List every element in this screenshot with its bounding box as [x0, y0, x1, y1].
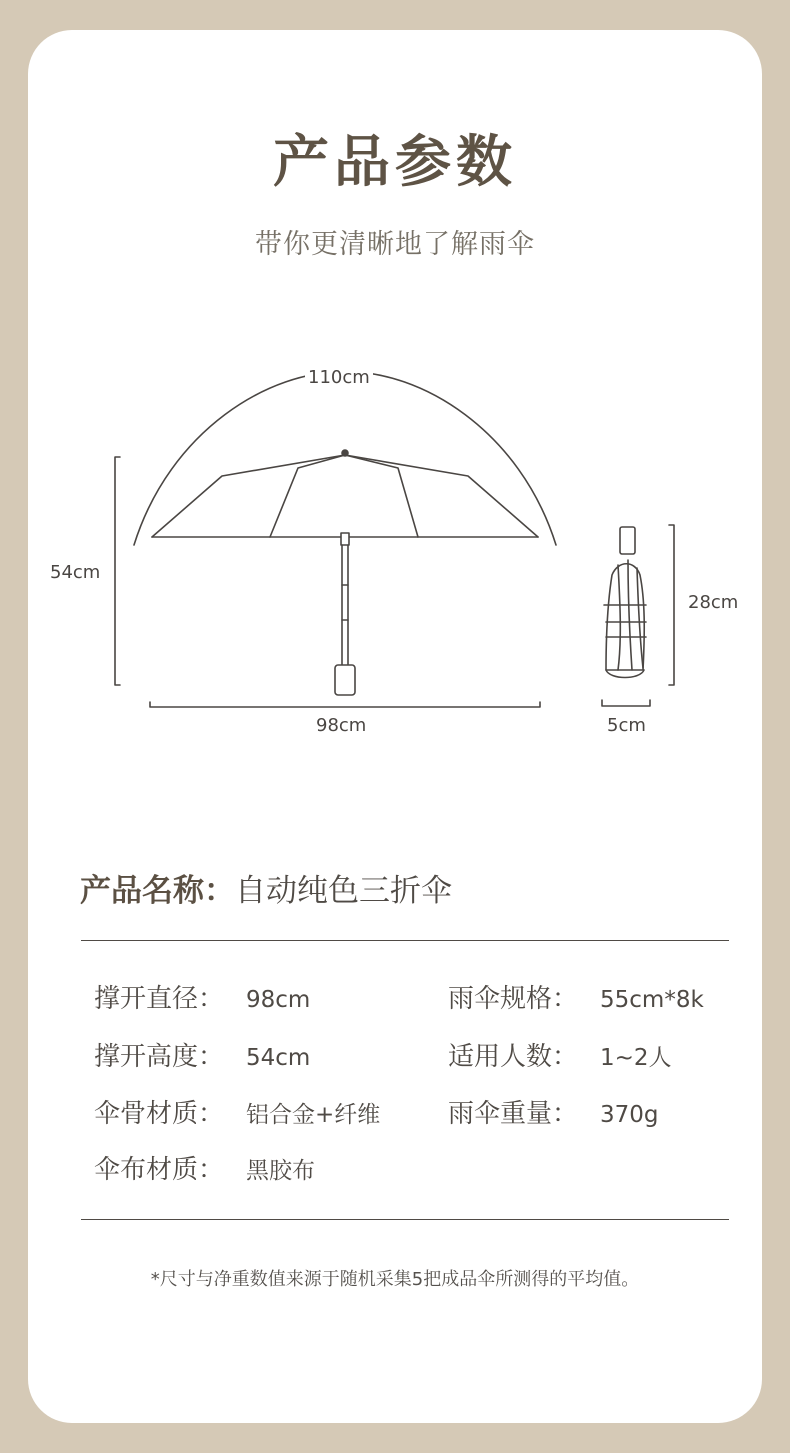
- folded-width-dimension-line: [602, 700, 650, 706]
- height-dimension-line: [115, 457, 120, 685]
- spec-value: 1~2人: [600, 1045, 672, 1071]
- spec-key: 伞骨材质：: [94, 1099, 225, 1129]
- open-span-label: 110cm: [305, 367, 373, 388]
- open-height-label: 54cm: [47, 562, 103, 583]
- spec-key: 撑开高度：: [94, 1042, 225, 1072]
- folded-width-label: 5cm: [604, 715, 649, 736]
- spec-key: 撑开直径：: [94, 984, 225, 1014]
- spec-value: 铝合金+纤维: [246, 1102, 381, 1128]
- spec-weight: [448, 1093, 659, 1130]
- product-name-label: 产品名称：: [80, 873, 235, 909]
- span-arc: [134, 372, 556, 545]
- spec-key: 雨伞规格：: [448, 984, 579, 1014]
- folded-length-label: 28cm: [685, 592, 741, 613]
- spec-value: 55cm*8k: [600, 987, 704, 1013]
- spec-value: 黑胶布: [246, 1158, 315, 1184]
- spec-frame-material: [94, 1093, 380, 1130]
- spec-key: 伞布材质：: [94, 1155, 225, 1185]
- open-umbrella-icon: [152, 450, 538, 695]
- spec-open-diameter: [94, 978, 310, 1015]
- spec-capacity: [448, 1036, 672, 1073]
- page-title: 产品参数: [273, 130, 517, 195]
- folded-length-dimension-line: [669, 525, 674, 685]
- page-subtitle: 带你更清晰地了解雨伞: [255, 229, 535, 260]
- spec-value: 370g: [600, 1102, 659, 1128]
- spec-value: 98cm: [246, 987, 311, 1013]
- divider-top: [81, 940, 729, 941]
- folded-umbrella-icon: [604, 527, 646, 678]
- open-diameter-label: 98cm: [313, 715, 369, 736]
- spec-key: 适用人数：: [448, 1042, 579, 1072]
- spec-key: 雨伞重量：: [448, 1099, 579, 1129]
- diameter-dimension-line: [150, 702, 540, 707]
- divider-bottom: [81, 1219, 729, 1220]
- product-name-value: 自动纯色三折伞: [235, 873, 452, 909]
- spec-canopy-material: [94, 1149, 315, 1186]
- spec-umbrella-size: [448, 978, 704, 1015]
- spec-open-height: [94, 1036, 310, 1073]
- spec-value: 54cm: [246, 1045, 311, 1071]
- footnote: *尺寸与净重数值来源于随机采集5把成品伞所测得的平均值。: [150, 1269, 640, 1290]
- product-name-row: [80, 865, 452, 910]
